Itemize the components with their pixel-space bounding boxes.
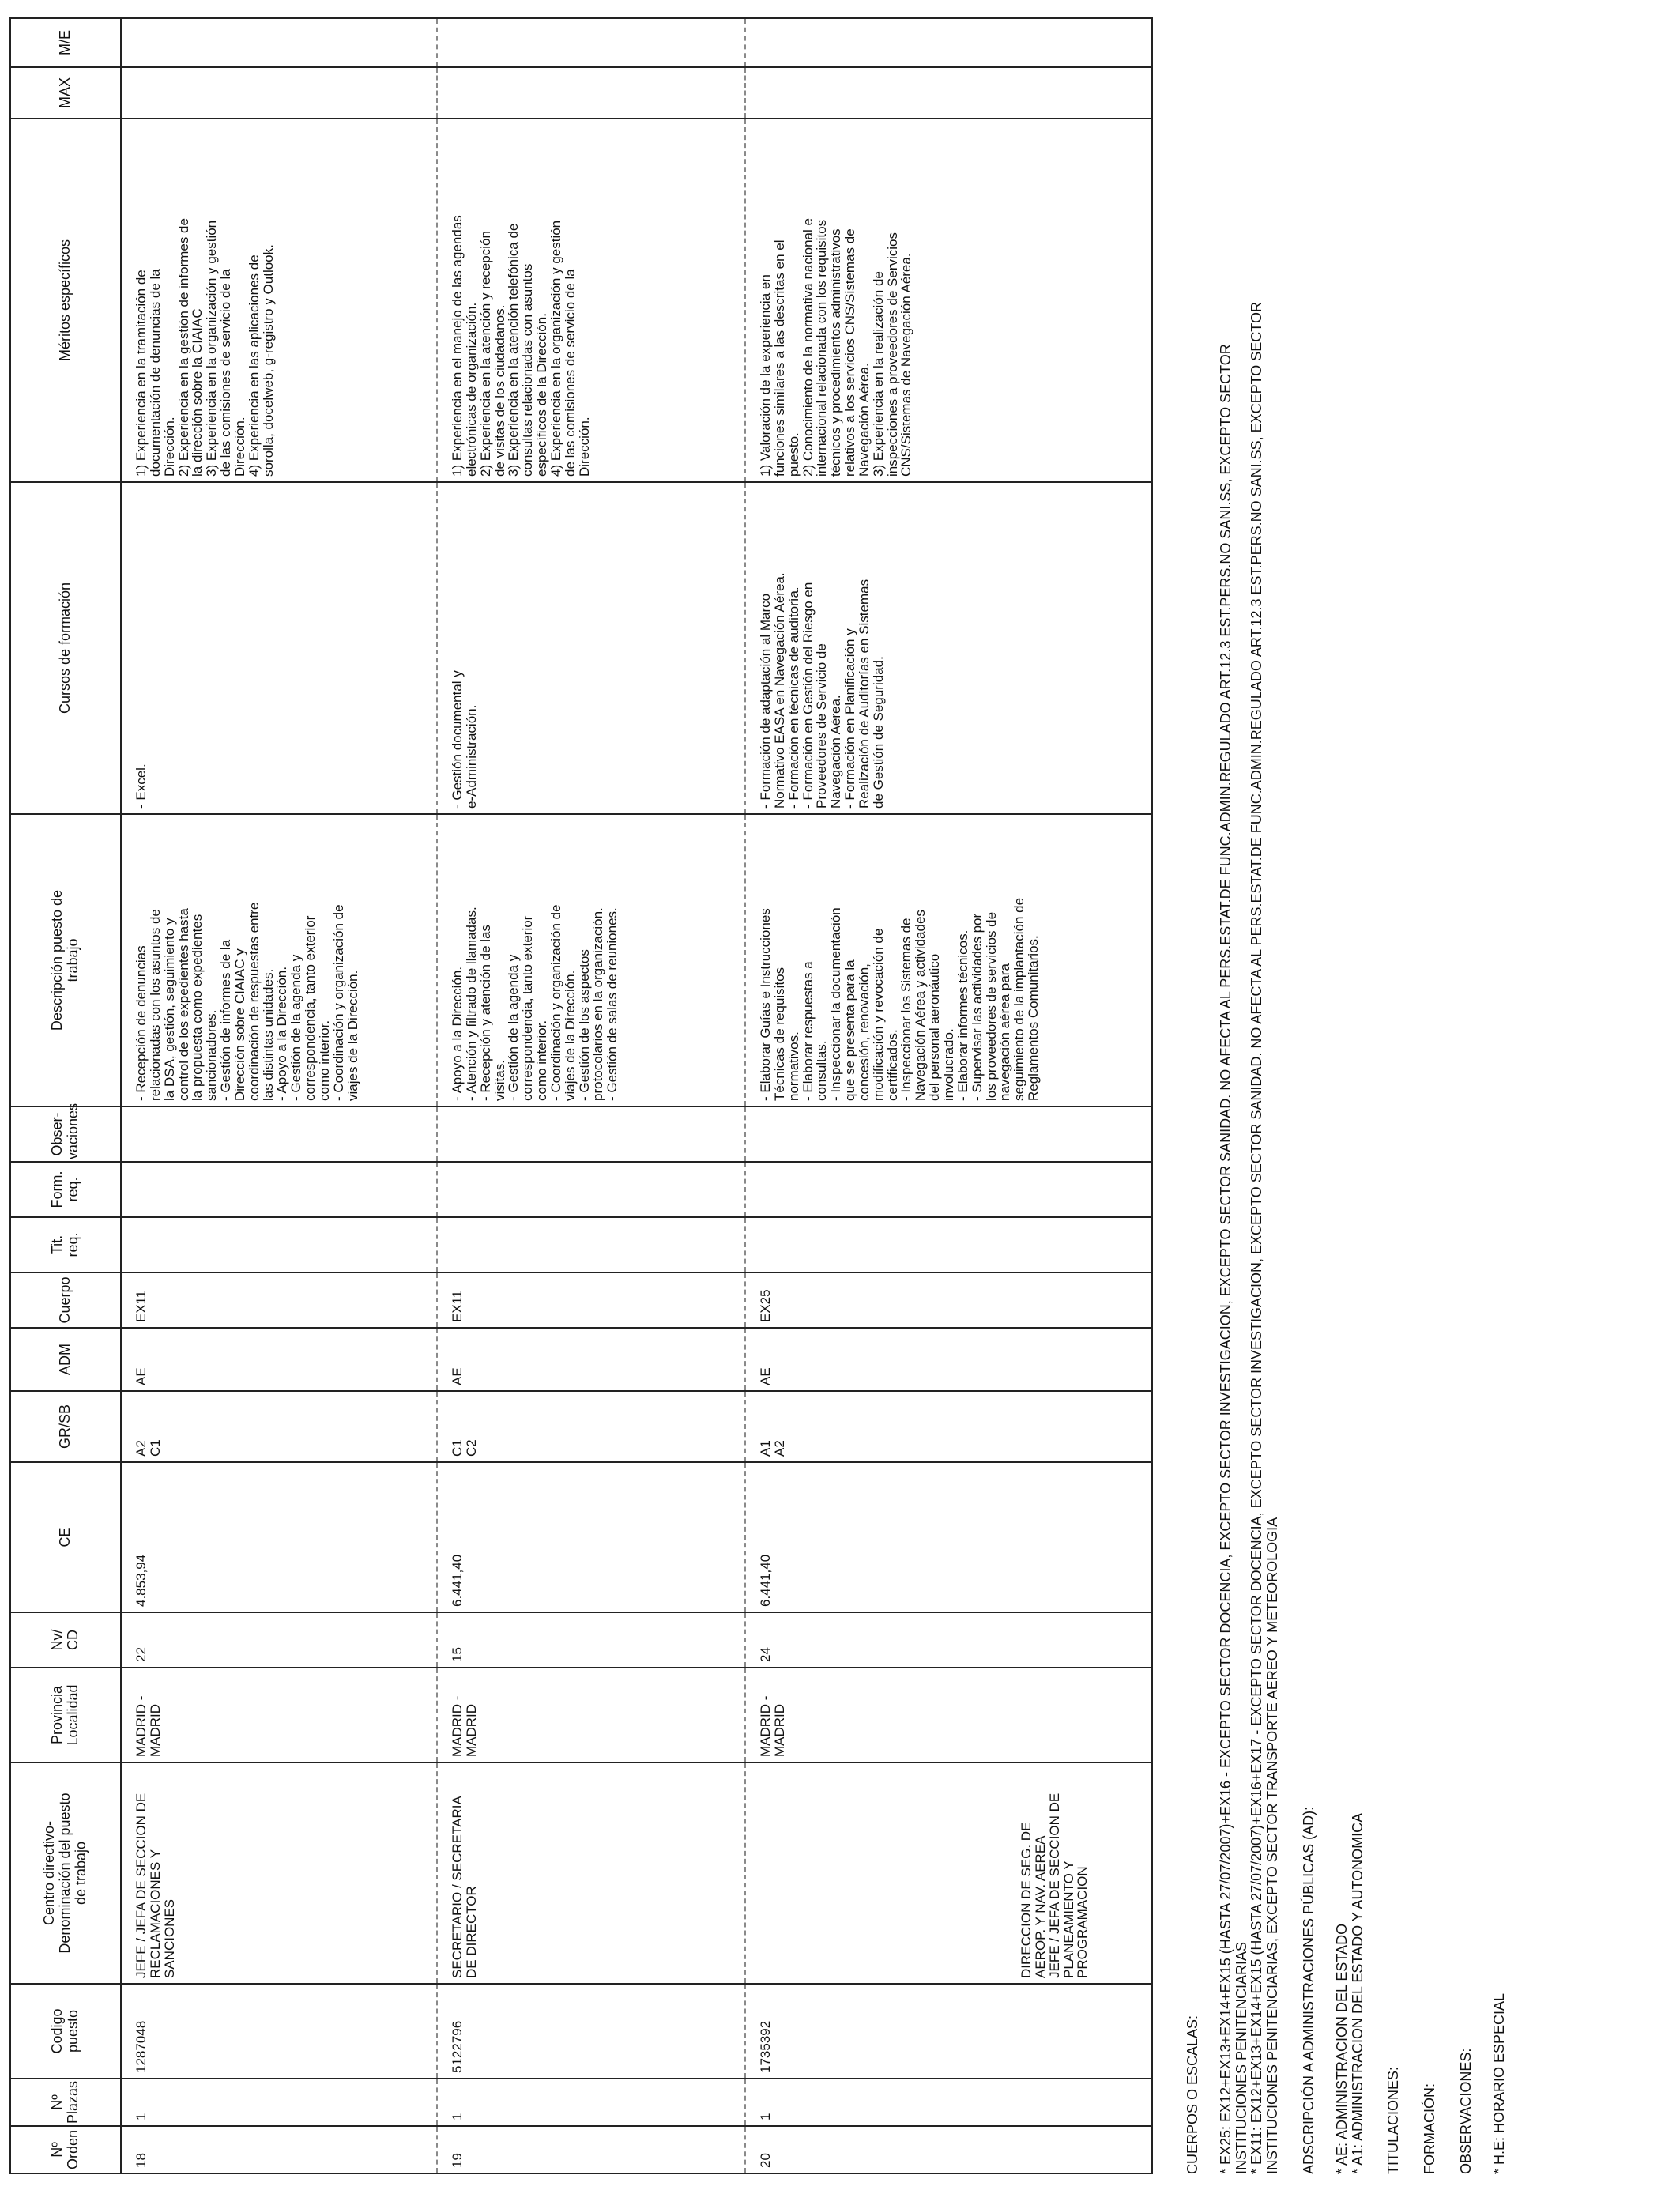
- legend-line: INSTITUCIONES PENITENCIARIAS: [1233, 1941, 1249, 2174]
- header-cursos: Cursos de formación: [10, 482, 121, 814]
- header-codigo: Codigo puesto: [10, 1984, 121, 2079]
- header-plazas: Nº Plazas: [10, 2079, 121, 2126]
- legend-formacion-title: FORMACIÓN:: [1422, 2083, 1438, 2174]
- legend-observaciones: [1459, 119, 1508, 2174]
- legend-line: * EX11: EX12+EX13+EX14+EX15 (HASTA 27/07/2007)+EX16+EX17 - EXCEPTO SECTOR DOCENCIA, EXCEPTO SECTOR INVESTIGACION, EXCEPTO SECTOR SANIDAD. NO AFECTA AL PERS.ESTAT.DE FUNC.ADMIN.REGULADO ART.12.3 EST.PERS.NO SANI.SS, EXCEPTO SECTOR: [1249, 302, 1265, 2174]
- cell-plazas: 1: [745, 2079, 1152, 2126]
- centro-denominacion: JEFE / JEFA DE SECCION DE RECLAMACIONES Y SANCIONES: [134, 1793, 177, 1978]
- cell-obs: [745, 1106, 1152, 1162]
- cell-nivel: 24: [745, 1612, 1152, 1668]
- header-form: Form. req.: [10, 1162, 121, 1217]
- table-row: [121, 18, 437, 2173]
- cell-tit: [745, 1217, 1152, 1272]
- cell-adm: AE: [437, 1328, 745, 1391]
- cell-codigo: 5122796: [437, 1984, 745, 2079]
- legend-line: * AE: ADMINISTRACION DEL ESTADO: [1333, 1923, 1350, 2174]
- cell-cuerpo: EX11: [121, 1272, 437, 1328]
- header-me: M/E: [10, 18, 121, 67]
- cell-centro: [437, 1762, 745, 1984]
- cell-ce: 6.441,40: [745, 1462, 1152, 1612]
- legend: [1185, 119, 1528, 2174]
- positions-table: [9, 17, 1153, 2174]
- cell-centro: [121, 1762, 437, 1984]
- cell-adm: AE: [745, 1328, 1152, 1391]
- header-obs: Obser- vaciones: [10, 1106, 121, 1162]
- cell-orden: 19: [437, 2126, 745, 2173]
- table-row: [437, 18, 745, 2173]
- centro-directivo: DIRECCION DE SEG. DE AEROP. Y NAV. AEREA: [1019, 1822, 1048, 1978]
- header-provincia: Provincia Localidad: [10, 1668, 121, 1762]
- cell-obs: [437, 1106, 745, 1162]
- legend-formacion: [1422, 119, 1438, 2174]
- cell-tit: [121, 1217, 437, 1272]
- cell-meritos: 1) Valoración de la experiencia en funciones similares a las descritas en el puesto. 2) Conocimiento de la normativa nacional e internacional relacionada con los requisitos técnicos y procedimientos administrativos relativos a los servicios CNS/Sistemas de Navegación Aérea. 3) Experiencia en la realización de inspecciones a proveedores de Servicios CNS/Sistemas de Navegación Aérea.: [745, 119, 1152, 482]
- cell-orden: 20: [745, 2126, 1152, 2173]
- cell-tit: [437, 1217, 745, 1272]
- cell-ce: 6.441,40: [437, 1462, 745, 1612]
- cell-provincia: MADRID - MADRID: [745, 1668, 1152, 1762]
- cell-max: [745, 67, 1152, 119]
- centro-denominacion: SECRETARIO / SECRETARIA DE DIRECTOR: [450, 1796, 479, 1978]
- legend-titulaciones-title: TITULACIONES:: [1385, 2066, 1402, 2174]
- cell-nivel: 22: [121, 1612, 437, 1668]
- header-ce: CE: [10, 1462, 121, 1612]
- cell-codigo: 1287048: [121, 1984, 437, 2079]
- header-adm: ADM: [10, 1328, 121, 1391]
- cell-form: [121, 1162, 437, 1217]
- cell-meritos: 1) Experiencia en la tramitación de documentación de denuncias de la Dirección. 2) Experiencia en la gestión de informes de la dirección sobre la CIAIAC 3) Experiencia en la organización y gestión de las comisiones de servicio de la Dirección. 4) Experiencia en las aplicaciones de sorolla, docelweb, g-registro y Outlook.: [121, 119, 437, 482]
- cell-cursos: - Gestión documental y e-Administración.: [437, 482, 745, 814]
- cell-cursos: - Formación de adaptación al Marco Normativo EASA en Navegación Aérea. - Formación en técnicas de auditoría. - Formación en Gestión del Riesgo en Proveedores de Servicio de Navegación Aérea. - Formación en Planificación y Realización de Auditorías en Sistemas de Gestión de Seguridad.: [745, 482, 1152, 814]
- legend-titulaciones: [1386, 119, 1402, 2174]
- header-grupo: GR/SB: [10, 1391, 121, 1462]
- cell-form: [437, 1162, 745, 1217]
- legend-cuerpos-title: CUERPOS O ESCALAS:: [1185, 2015, 1200, 2174]
- cell-cursos: - Excel.: [121, 482, 437, 814]
- cell-cuerpo: EX25: [745, 1272, 1152, 1328]
- legend-line: * A1: ADMINISTRACION DEL ESTADO Y AUTONOMICA: [1349, 1812, 1365, 2174]
- header-centro: Centro directivo- Denominación del puesto de trabajo: [10, 1762, 121, 1984]
- cell-me: [121, 18, 437, 67]
- header-cuerpo: Cuerpo: [10, 1272, 121, 1328]
- legend-adscripcion: [1301, 119, 1365, 2174]
- legend-observaciones-title: OBSERVACIONES:: [1457, 2048, 1474, 2174]
- cell-obs: [121, 1106, 437, 1162]
- legend-line: * EX25: EX12+EX13+EX14+EX15 (HASTA 27/07/2007)+EX16 - EXCEPTO SECTOR DOCENCIA, EXCEPTO SECTOR INVESTIGACION, EXCEPTO SECTOR SANIDAD. NO AFECTA AL PERS.ESTAT.DE FUNC.ADMIN.REGULADO ART.12.3 EST.PERS.NO SANI.SS, EXCEPTO SECTOR: [1217, 344, 1234, 2174]
- cell-adm: AE: [121, 1328, 437, 1391]
- cell-provincia: MADRID - MADRID: [437, 1668, 745, 1762]
- cell-descripcion: - Apoyo a la Dirección. - Atención y filtrado de llamadas. - Recepción y atención de las visitas. - Gestión de la agenda y correspondencia, tanto exterior como interior. - Coordinación y organización de viajes de la Dirección. - Gestión de los aspectos protocolarios en la organización. - Gestión de salas de reuniones.: [437, 814, 745, 1106]
- header-descripcion: Descripción puesto de trabajo: [10, 814, 121, 1106]
- cell-orden: 18: [121, 2126, 437, 2173]
- legend-line: INSTITUCIONES PENITENCIARIAS, EXCEPTO SECTOR TRANSPORTE AEREO Y METEOROLOGIA: [1264, 1517, 1281, 2174]
- header-tit: Tit. req.: [10, 1217, 121, 1272]
- centro-denominacion: JEFE / JEFA DE SECCION DE PLANEAMIENTO Y PROGRAMACION: [1046, 1793, 1090, 1978]
- legend-adscripcion-title: ADSCRIPCIÓN A ADMINISTRACIONES PÚBLICAS (AD):: [1300, 1806, 1317, 2174]
- cell-ce: 4.853,94: [121, 1462, 437, 1612]
- legend-cuerpos: [1185, 119, 1281, 2174]
- cell-max: [437, 67, 745, 119]
- cell-grupo: A1 A2: [745, 1391, 1152, 1462]
- cell-centro: [745, 1762, 1152, 1984]
- cell-meritos: 1) Experiencia en el manejo de las agendas electrónicas de organización. 2) Experiencia en la atención y recepción de visitas de los ciudadanos. 3) Experiencia en la atención telefónica de consultas relacionadas con asuntos específicos de la Dirección. 4) Experiencia en la organización y gestión de las comisiones de servicio de la Dirección.: [437, 119, 745, 482]
- cell-nivel: 15: [437, 1612, 745, 1668]
- cell-descripcion: - Recepción de denuncias relacionadas con los asuntos de la DSA, gestión, seguimiento y control de los expedientes hasta la propuesta como expedientes sancionadores. - Gestión de informes de la Dirección sobre CIAIAC y coordinación de respuestas entre las distintas unidades. - Apoyo a la Dirección. - Gestión de la agenda y correspondencia, tanto exterior como interior. - Coordinación y organización de viajes de la Dirección.: [121, 814, 437, 1106]
- header-nivel: Nv/ CD: [10, 1612, 121, 1668]
- cell-max: [121, 67, 437, 119]
- header-meritos: Méritos específicos: [10, 119, 121, 482]
- cell-me: [745, 18, 1152, 67]
- cell-grupo: A2 C1: [121, 1391, 437, 1462]
- cell-cuerpo: EX11: [437, 1272, 745, 1328]
- header-max: MAX: [10, 67, 121, 119]
- cell-grupo: C1 C2: [437, 1391, 745, 1462]
- cell-descripcion: - Elaborar Guías e Instrucciones Técnicas de requisitos normativos. - Elaborar respuestas a consultas. - Inspeccionar la documentación que se presenta para la concesión, renovación, modificación y revocación de certificados. - Inspeccionar los Sistemas de Navegación Aérea y actividades del personal aeronáutico involucrado. - Elaborar informes técnicos. - Supervisar las actividades por los proveedores de servicios de navegación aérea para seguimiento de la implantación de Reglamentos Comunitarios.: [745, 814, 1152, 1106]
- header-orden: Nº Orden: [10, 2126, 121, 2173]
- cell-codigo: 1735392: [745, 1984, 1152, 2079]
- cell-plazas: 1: [121, 2079, 437, 2126]
- cell-plazas: 1: [437, 2079, 745, 2126]
- cell-provincia: MADRID - MADRID: [121, 1668, 437, 1762]
- legend-line: * H.E: HORARIO ESPECIAL: [1490, 1992, 1507, 2174]
- cell-me: [437, 18, 745, 67]
- header-row: [10, 18, 121, 2173]
- table-row: [745, 18, 1152, 2173]
- cell-form: [745, 1162, 1152, 1217]
